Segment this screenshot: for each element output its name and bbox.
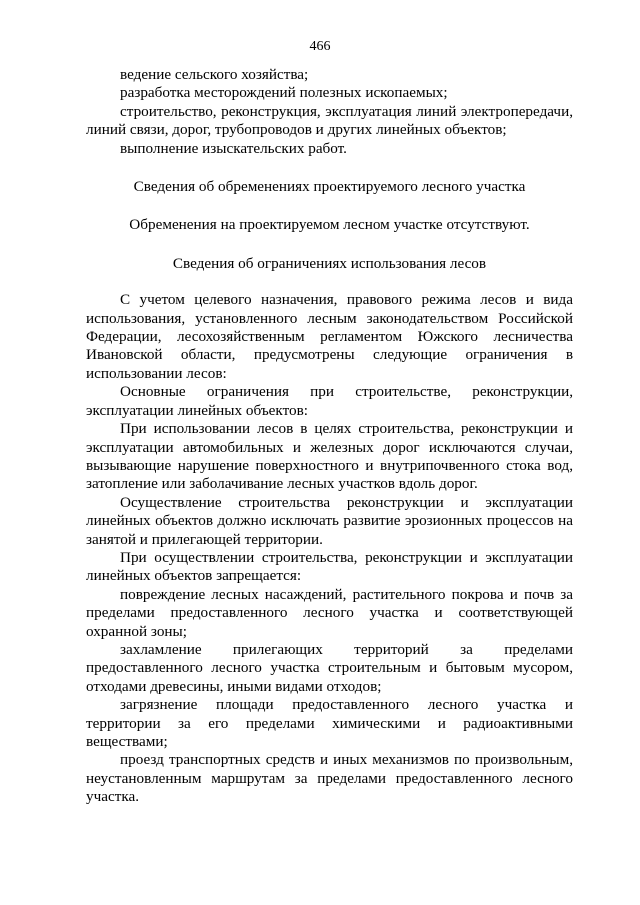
- section-heading-encumbrances: Сведения об обременениях проектируемого лесного участка: [133, 178, 526, 196]
- list-item: ведение сельского хозяйства;: [120, 66, 309, 83]
- list-item: строительство, реконструкция, эксплуатация линий электропередачи, линий связи, дорог, трубопроводов и других линейных объектов;: [86, 102, 573, 139]
- page-number: 466: [309, 39, 331, 54]
- paragraph: При использовании лесов в целях строительства, реконструкции и эксплуатации автомобильных и железных дорог исключаются случаи, вызывающие нарушение поверхностного и внутрипочвенного стока вод, затопление или заболачивание лесных участков вдоль дорог.: [86, 420, 573, 493]
- encumbrance-statement: Обременения на проектируемом лесном участке отсутствуют.: [129, 216, 530, 234]
- paragraph: С учетом целевого назначения, правового режима лесов и вида использования, установленного лесным законодательством Российской Федерации, лесохозяйственным регламентом Южского лесничества Ивановской области, предусмотрены следующие ограничения в использовании лесов:: [86, 291, 573, 382]
- paragraph: захламление прилегающих территорий за пределами предоставленного лесного участка строительным и бытовым мусором, отходами древесины, иными видами отходов;: [86, 640, 573, 695]
- paragraph: загрязнение площади предоставленного лесного участка и территории за его пределами химическими и радиоактивными веществами;: [86, 696, 573, 750]
- list-item: выполнение изыскательских работ.: [120, 139, 347, 157]
- paragraph: проезд транспортных средств и иных механизмов по произвольным, неустановленным маршрутам за пределами предоставленного лесного участка.: [86, 751, 573, 806]
- section-heading-restrictions: Сведения об ограничениях использования лесов: [172, 254, 487, 272]
- paragraph: При осуществлении строительства, реконструкции и эксплуатации линейных объектов запрещается:: [86, 548, 573, 585]
- paragraph: Основные ограничения при строительстве, реконструкции, эксплуатации линейных объектов:: [86, 383, 573, 419]
- page-content: [86, 66, 573, 807]
- list-item: разработка месторождений полезных ископаемых;: [120, 84, 448, 102]
- paragraph: Осуществление строительства реконструкции и эксплуатации линейных объектов должно исключать развитие эрозионных процессов на занятой и прилегающей территории.: [86, 493, 573, 548]
- paragraph: повреждение лесных насаждений, растительного покрова и почв за пределами предоставленного лесного участка и соответствующей охранной зоны;: [86, 585, 573, 640]
